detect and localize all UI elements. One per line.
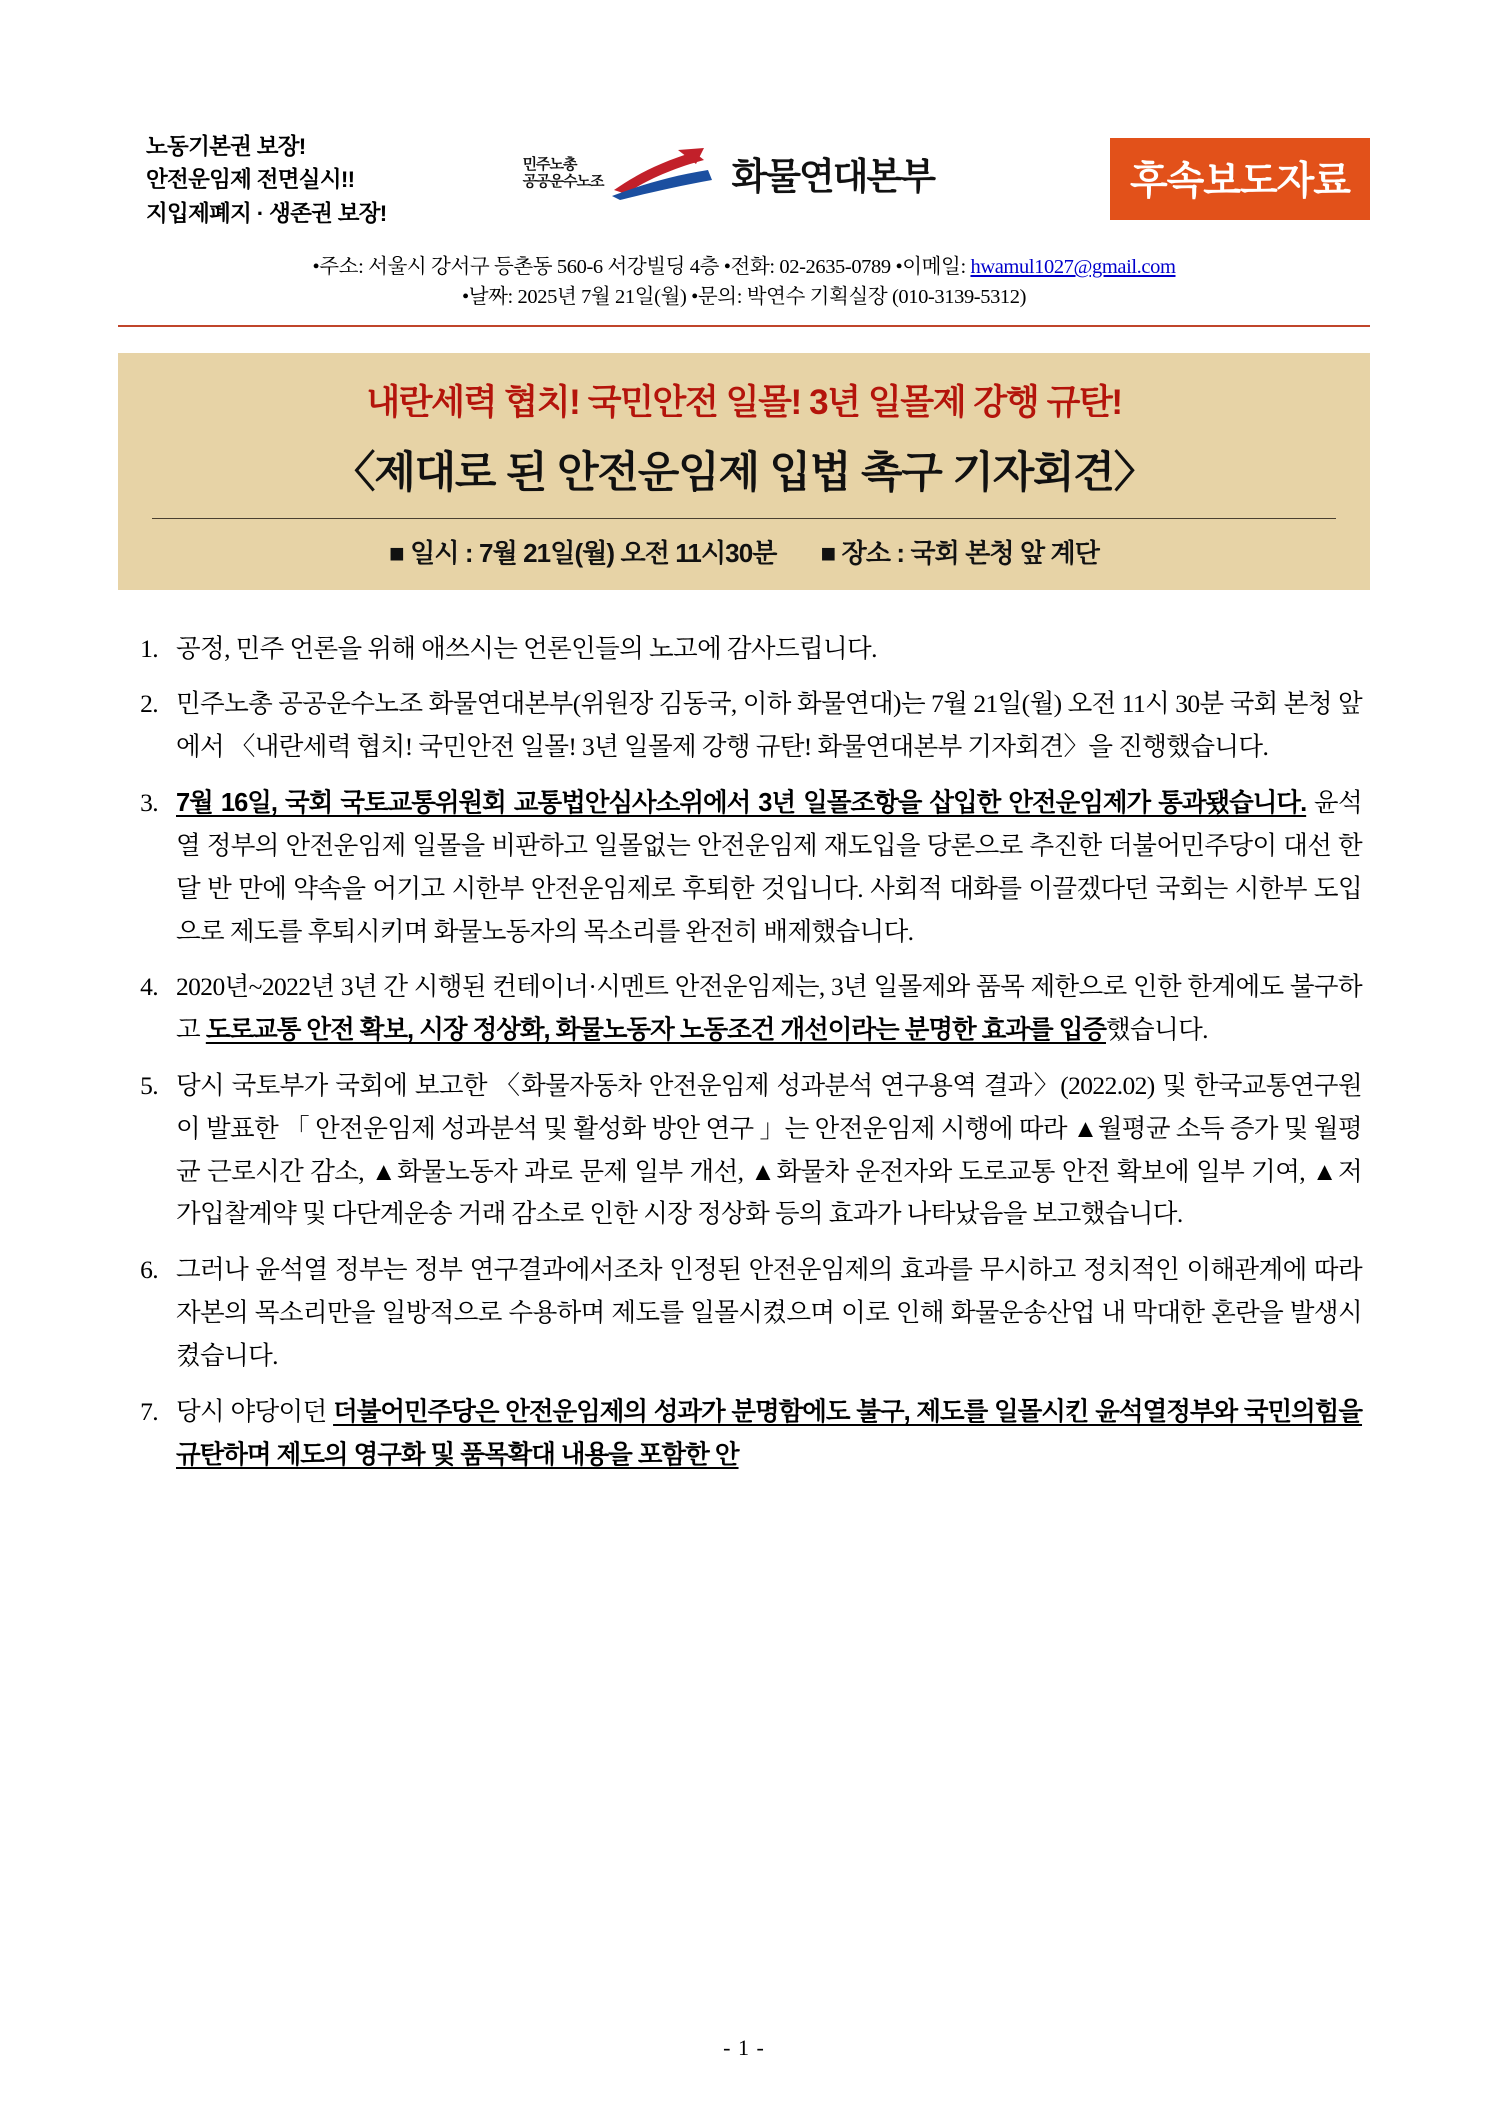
paragraph-4-text-b: 했습니다. xyxy=(1106,1015,1208,1045)
contact-email-link[interactable]: hwamul1027@gmail.com xyxy=(970,255,1176,278)
contact-line-1 xyxy=(118,252,1370,282)
page-number: - 1 - xyxy=(723,2035,765,2060)
paragraph-7-text-a: 당시 야당이던 xyxy=(176,1396,334,1426)
paragraph-5-text: 당시 국토부가 국회에 보고한 〈화물자동차 안전운임제 성과분석 연구용역 결과〉(2022.02) 및 한국교통연구원이 발표한 「 안전운임제 성과분석 및 활성화 방안 연구 」는 안전운임제 시행에 따라 ▲월평균 소득 증가 및 월평균 근로시간 감소, ▲화물노동자 과로 문제 일부 개선, ▲화물차 운전자와 도로교통 안전 확보에 일부 기여, ▲저가입찰계약 및 다단계운송 거래 감소로 인한 시장 정상화 등의 효과가 나타났음을 보고했습니다. xyxy=(176,1071,1362,1229)
slogan-line-1: 노동기본권 보장! xyxy=(146,134,306,159)
union-name-line-2: 공공운수노조 xyxy=(522,173,604,190)
list-item xyxy=(162,683,1362,769)
document-header xyxy=(118,0,1370,230)
title-subheading: 내란세력 협치! 국민안전 일몰! 3년 일몰제 강행 규탄! xyxy=(366,382,1122,422)
union-name-small xyxy=(523,156,604,191)
paragraph-4-highlight: 도로교통 안전 확보, 시장 정상화, 화물노동자 노동조건 개선이라는 분명한 효과를 입증 xyxy=(205,1016,1106,1045)
list-item xyxy=(162,966,1362,1052)
list-item xyxy=(162,1391,1362,1477)
list-item xyxy=(162,782,1362,953)
union-name-line-1: 민주노총 xyxy=(522,155,577,173)
organization-logo xyxy=(523,146,934,200)
organization-name: 화물연대본부 xyxy=(731,156,934,197)
truck-emblem-icon xyxy=(608,146,720,200)
event-info xyxy=(146,533,1342,570)
paragraph-3-text: 윤석열 정부의 안전운임제 일몰을 비판하고 일몰없는 안전운임제 재도입을 당론으로 추진한 더불어민주당이 대선 한 달 반 만에 약속을 어기고 시한부 안전운임제로 후퇴한 것입니다. 사회적 대화를 이끌겠다던 국회는 시한부 도입으로 제도를 후퇴시키며 화물노동자의 목소리를 완전히 배제했습니다. xyxy=(176,788,1362,946)
paragraph-7-highlight: 더불어민주당은 안전운임제의 성과가 분명함에도 불구, 제도를 일몰시킨 윤석열정부와 국민의힘을 규탄하며 제도의 영구화 및 품목확대 내용을 포함한 안 xyxy=(176,1397,1363,1469)
title-main: 〈제대로 된 안전운임제 입법 촉구 기자회견〉 xyxy=(332,448,1156,497)
paragraph-3-highlight: 7월 16일, 국회 국토교통위원회 교통법안심사소위에서 3년 일몰조항을 삽입한 안전운임제가 통과됐습니다. xyxy=(176,789,1307,818)
list-item xyxy=(162,628,1362,671)
title-box xyxy=(118,353,1370,590)
paragraph-4-text-a: 2020년~2022년 3년 간 시행된 컨테이너·시멘트 안전운임제는, 3년 일몰제와 품목 제한으로 인한 한계에도 불구하고 xyxy=(176,972,1362,1045)
list-item xyxy=(162,1065,1362,1236)
event-datetime: ■ 일시 : 7월 21일(월) 오전 11시30분 xyxy=(389,537,777,568)
paragraph-1-text: 공정, 민주 언론을 위해 애쓰시는 언론인들의 노고에 감사드립니다. xyxy=(176,633,877,663)
body-paragraph-list xyxy=(118,628,1370,1477)
logo-mark xyxy=(523,146,720,200)
event-location: ■ 장소 : 국회 본청 앞 계단 xyxy=(820,537,1099,568)
list-item xyxy=(162,1249,1362,1377)
paragraph-6-text: 그러나 윤석열 정부는 정부 연구결과에서조차 인정된 안전운임제의 효과를 무시하고 정치적인 이해관계에 따라 자본의 목소리만을 일방적으로 수용하며 제도를 일몰시켰으며 이로 인해 화물운송산업 내 막대한 혼란을 발생시켰습니다. xyxy=(176,1255,1362,1370)
title-divider xyxy=(152,518,1336,519)
slogan-line-3: 지입제폐지 · 생존권 보장! xyxy=(146,200,387,226)
slogan-block xyxy=(118,128,387,230)
header-divider xyxy=(118,325,1370,327)
press-release-badge: 후속보도자료 xyxy=(1110,138,1370,220)
slogan-line-2: 안전운임제 전면실시!! xyxy=(146,167,355,193)
contact-block xyxy=(118,252,1370,313)
paragraph-2-text: 민주노총 공공운수노조 화물연대본부(위원장 김동국, 이하 화물연대)는 7월 21일(월) 오전 11시 30분 국회 본청 앞에서 〈내란세력 협치! 국민안전 일몰! 3년 일몰제 강행 규탄! 화물연대본부 기자회견〉을 진행했습니다. xyxy=(176,689,1362,762)
contact-address-phone: •주소: 서울시 강서구 등촌동 560-6 서강빌딩 4층 •전화: 02-2635-0789 •이메일: xyxy=(312,255,971,278)
contact-line-2: •날짜: 2025년 7월 21일(월) •문의: 박연수 기획실장 (010-3139-5312) xyxy=(461,286,1027,309)
